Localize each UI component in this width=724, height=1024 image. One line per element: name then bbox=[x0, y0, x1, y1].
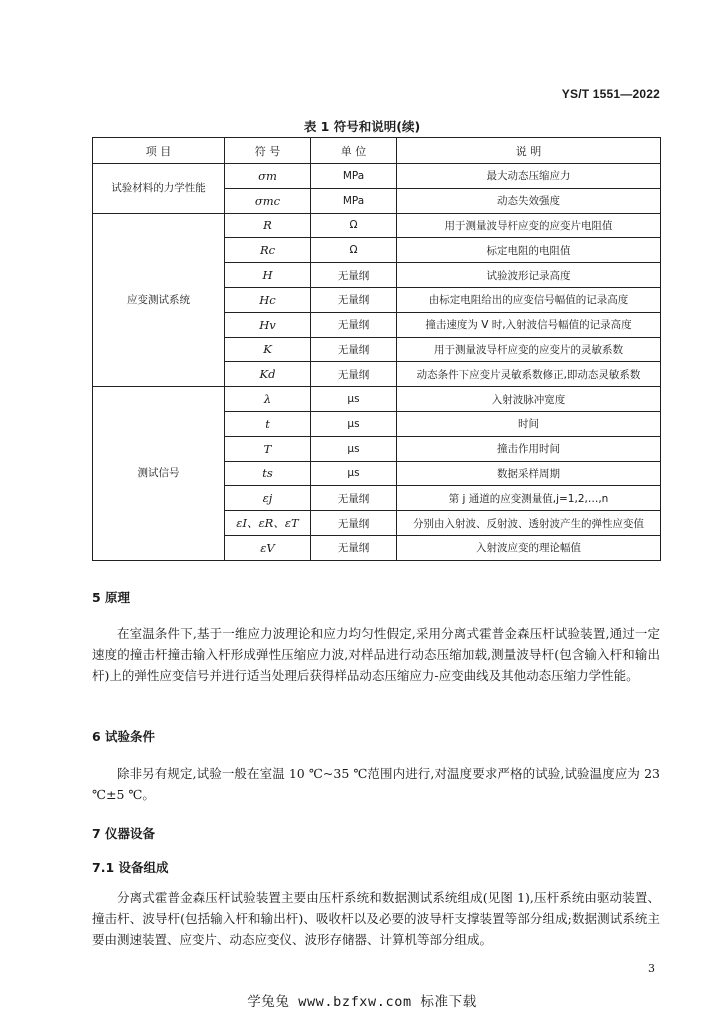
description-cell: 入射波脉冲宽度 bbox=[397, 387, 661, 412]
symbol-cell: K bbox=[225, 337, 311, 362]
unit-cell: MPa bbox=[311, 188, 397, 213]
symbol-cell: σmc bbox=[225, 188, 311, 213]
description-cell: 撞击作用时间 bbox=[397, 436, 661, 461]
symbol-cell: εj bbox=[225, 486, 311, 511]
symbol-cell: σm bbox=[225, 164, 311, 189]
section-7-heading: 7 仪器设备 bbox=[92, 826, 156, 841]
description-cell: 用于测量波导杆应变的应变片的灵敏系数 bbox=[397, 337, 661, 362]
description-cell: 入射波应变的理论幅值 bbox=[397, 535, 661, 560]
symbol-table bbox=[92, 137, 661, 561]
unit-cell: 无量纲 bbox=[311, 312, 397, 337]
standard-number: YS/T 1551—2022 bbox=[561, 87, 660, 101]
footer-watermark: 学兔兔 www.bzfxw.com 标准下载 bbox=[247, 994, 477, 1010]
symbol-cell: R bbox=[225, 213, 311, 238]
section-7-1-heading: 7.1 设备组成 bbox=[92, 860, 169, 875]
table-row bbox=[93, 213, 661, 238]
section-5-text: 在室温条件下,基于一维应力波理论和应力均匀性假定,采用分离式霍普金森压杆试验装置,通过一定速度的撞击杆撞击输入杆形成弹性压缩应力波,对样品进行动态压缩加载,测量波导杆(包含输入杆和输出杆)上的弹性应变信号并进行适当处理后获得样品动态压缩应力-应变曲线及其他动态压缩力学性能。 bbox=[92, 626, 660, 684]
section-7-1-text: 分离式霍普金森压杆试验装置主要由压杆系统和数据测试系统组成(见图 1),压杆系统由驱动装置、撞击杆、波导杆(包括输入杆和输出杆)、吸收杆以及必要的波导杆支撑装置等部分组成;数据测试系统主要由测速装置、应变片、动态应变仪、波形存储器、计算机等部分组成。 bbox=[92, 890, 660, 948]
unit-cell: MPa bbox=[311, 164, 397, 189]
description-cell: 分别由入射波、反射波、透射波产生的弹性应变值 bbox=[397, 511, 661, 536]
header-description: 说 明 bbox=[397, 138, 661, 164]
description-cell: 标定电阻的电阻值 bbox=[397, 238, 661, 263]
symbol-cell: T bbox=[225, 436, 311, 461]
unit-cell: 无量纲 bbox=[311, 535, 397, 560]
description-cell: 用于测量波导杆应变的应变片电阻值 bbox=[397, 213, 661, 238]
section-6-text: 除非另有规定,试验一般在室温 10 ℃~35 ℃范围内进行,对温度要求严格的试验,试验温度应为 23 ℃±5 ℃。 bbox=[92, 766, 660, 803]
unit-cell: μs bbox=[311, 461, 397, 486]
description-cell: 试验波形记录高度 bbox=[397, 263, 661, 288]
table-row bbox=[93, 164, 661, 189]
unit-cell: μs bbox=[311, 387, 397, 412]
group-label: 测试信号 bbox=[93, 387, 225, 561]
description-cell: 最大动态压缩应力 bbox=[397, 164, 661, 189]
description-cell: 由标定电阻给出的应变信号幅值的记录高度 bbox=[397, 287, 661, 312]
unit-cell: 无量纲 bbox=[311, 486, 397, 511]
symbol-cell: Hv bbox=[225, 312, 311, 337]
group-label: 应变测试系统 bbox=[93, 213, 225, 387]
symbol-cell: Kd bbox=[225, 362, 311, 387]
group-label: 试验材料的力学性能 bbox=[93, 164, 225, 214]
symbol-cell: H bbox=[225, 263, 311, 288]
description-cell: 第 j 通道的应变测量值,j=1,2,…,n bbox=[397, 486, 661, 511]
table-header-row bbox=[93, 138, 661, 164]
description-cell: 动态失效强度 bbox=[397, 188, 661, 213]
description-cell: 动态条件下应变片灵敏系数修正,即动态灵敏系数 bbox=[397, 362, 661, 387]
unit-cell: 无量纲 bbox=[311, 263, 397, 288]
description-cell: 时间 bbox=[397, 411, 661, 436]
unit-cell: 无量纲 bbox=[311, 362, 397, 387]
description-cell: 数据采样周期 bbox=[397, 461, 661, 486]
unit-cell: μs bbox=[311, 436, 397, 461]
unit-cell: 无量纲 bbox=[311, 337, 397, 362]
table-row bbox=[93, 387, 661, 412]
header-symbol: 符 号 bbox=[225, 138, 311, 164]
unit-cell: Ω bbox=[311, 213, 397, 238]
unit-cell: Ω bbox=[311, 238, 397, 263]
unit-cell: μs bbox=[311, 411, 397, 436]
description-cell: 撞击速度为 V 时,入射波信号幅值的记录高度 bbox=[397, 312, 661, 337]
unit-cell: 无量纲 bbox=[311, 511, 397, 536]
section-6-heading: 6 试验条件 bbox=[92, 729, 156, 744]
header-unit: 单 位 bbox=[311, 138, 397, 164]
symbol-cell: Hc bbox=[225, 287, 311, 312]
unit-cell: 无量纲 bbox=[311, 287, 397, 312]
symbol-cell: εV bbox=[225, 535, 311, 560]
symbol-cell: ts bbox=[225, 461, 311, 486]
symbol-cell: Rc bbox=[225, 238, 311, 263]
table-caption: 表 1 符号和说明(续) bbox=[303, 119, 421, 134]
header-item: 项 目 bbox=[93, 138, 225, 164]
page-number: 3 bbox=[648, 962, 655, 975]
symbol-cell: t bbox=[225, 411, 311, 436]
symbol-cell: εI、εR、εT bbox=[225, 511, 311, 536]
symbol-cell: λ bbox=[225, 387, 311, 412]
section-5-heading: 5 原理 bbox=[92, 590, 131, 605]
